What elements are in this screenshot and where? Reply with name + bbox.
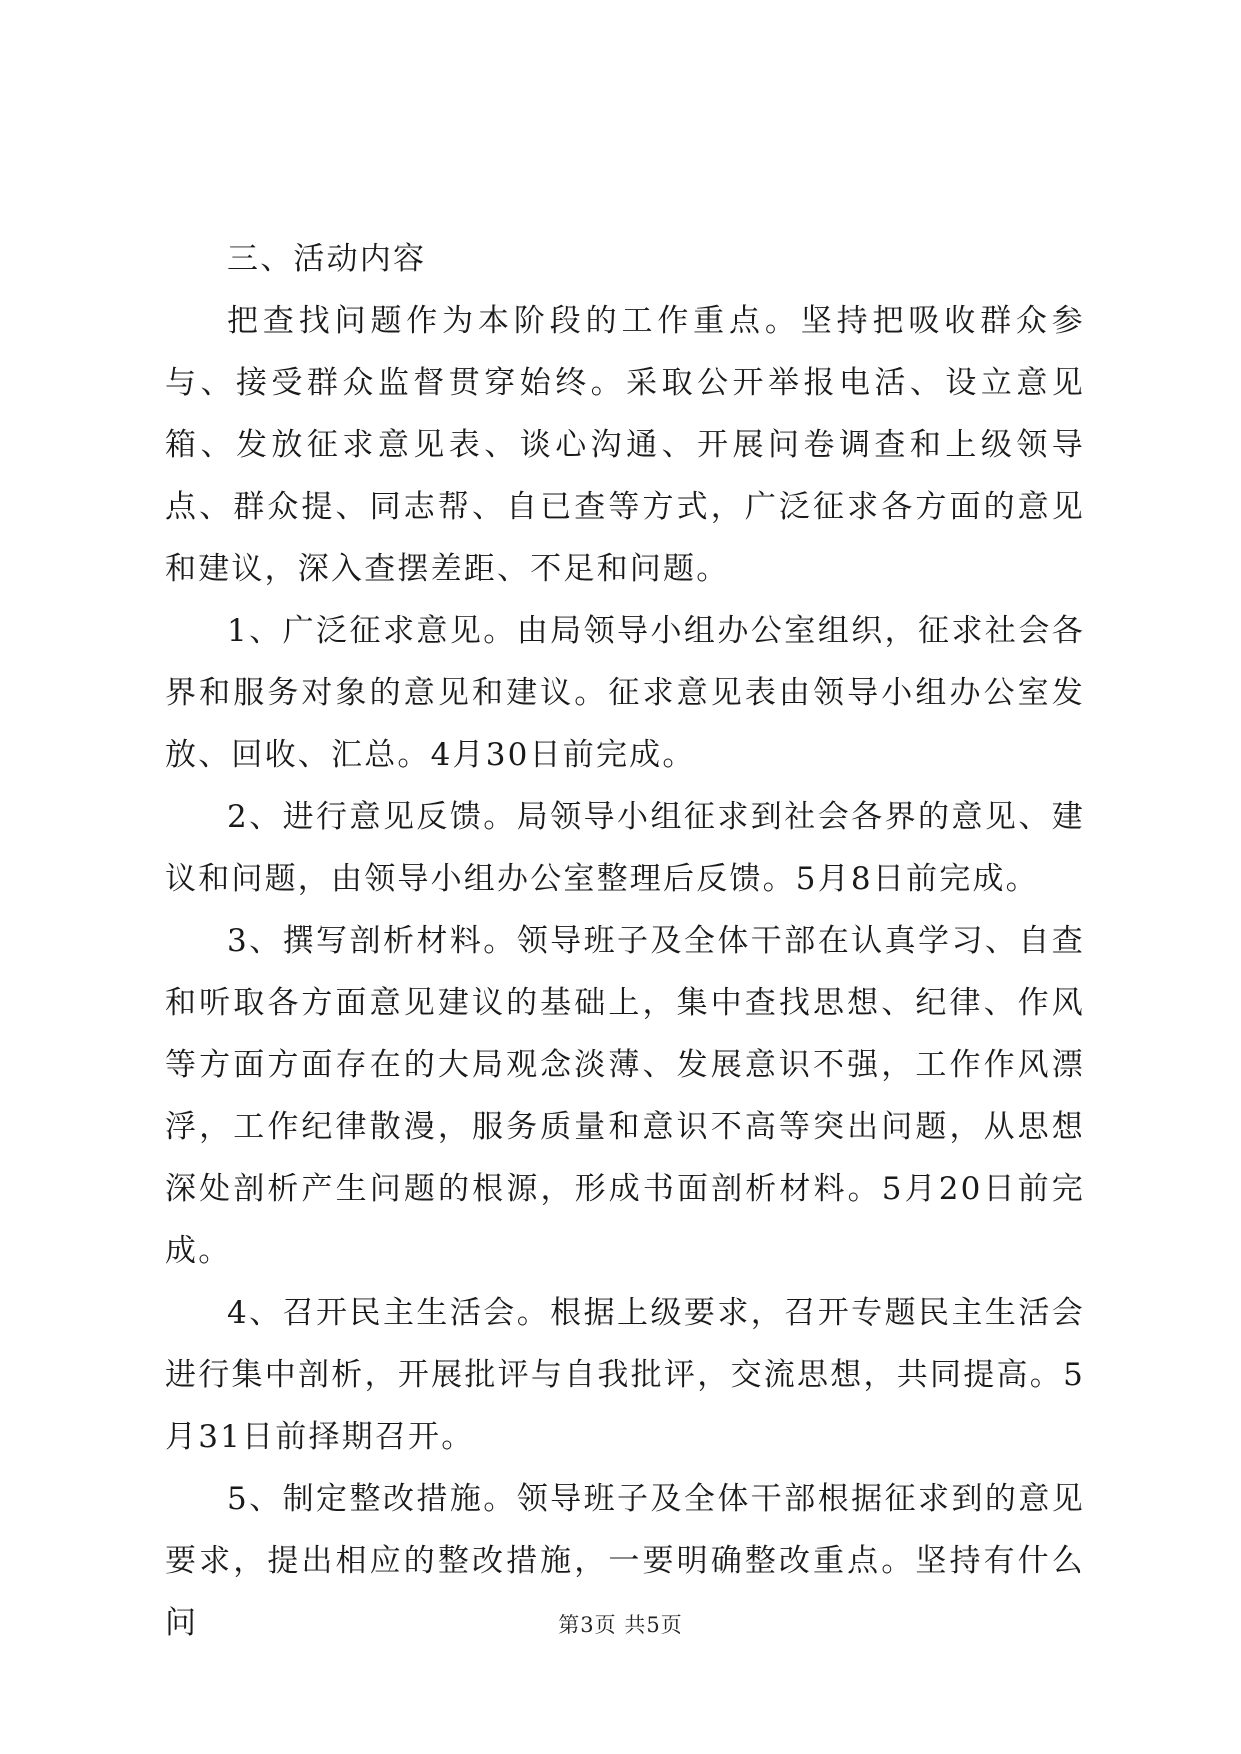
item-5-paragraph: 5、制定整改措施。领导班子及全体干部根据征求到的意见要求，提出相应的整改措施，一要明确整改重点。坚持有什么问 <box>165 1481 1085 1641</box>
item-3-paragraph: 3、撰写剖析材料。领导班子及全体干部在认真学习、自查和听取各方面意见建议的基础上，集中查找思想、纪律、作风等方面方面存在的大局观念淡薄、发展意识不强，工作作风漂浮，工作纪律散漫，服务质量和意识不高等突出问题，从思想深处剖析产生问题的根源，形成书面剖析材料。5月20日前完成。 <box>165 923 1085 1269</box>
item-4-paragraph: 4、召开民主生活会。根据上级要求，召开专题民主生活会进行集中剖析，开展批评与自我批评，交流思想，共同提高。5月31日前择期召开。 <box>165 1295 1085 1455</box>
item-2-paragraph: 2、进行意见反馈。局领导小组征求到社会各界的意见、建议和问题，由领导小组办公室整理后反馈。5月8日前完成。 <box>165 799 1085 897</box>
section-heading: 三、活动内容 <box>227 241 427 277</box>
page-footer <box>0 1610 1241 1640</box>
document-body <box>165 228 1085 1654</box>
intro-paragraph: 把查找问题作为本阶段的工作重点。坚持把吸收群众参与、接受群众监督贯穿始终。采取公开举报电活、设立意见箱、发放征求意见表、谈心沟通、开展问卷调查和上级领导点、群众提、同志帮、自已查等方式，广泛征求各方面的意见和建议，深入查摆差距、不足和问题。 <box>165 303 1085 587</box>
item-1-paragraph: 1、广泛征求意见。由局领导小组办公室组织，征求社会各界和服务对象的意见和建议。征求意见表由领导小组办公室发放、回收、汇总。4月30日前完成。 <box>165 613 1085 773</box>
page-number-label: 第3页 共5页 <box>558 1613 683 1637</box>
